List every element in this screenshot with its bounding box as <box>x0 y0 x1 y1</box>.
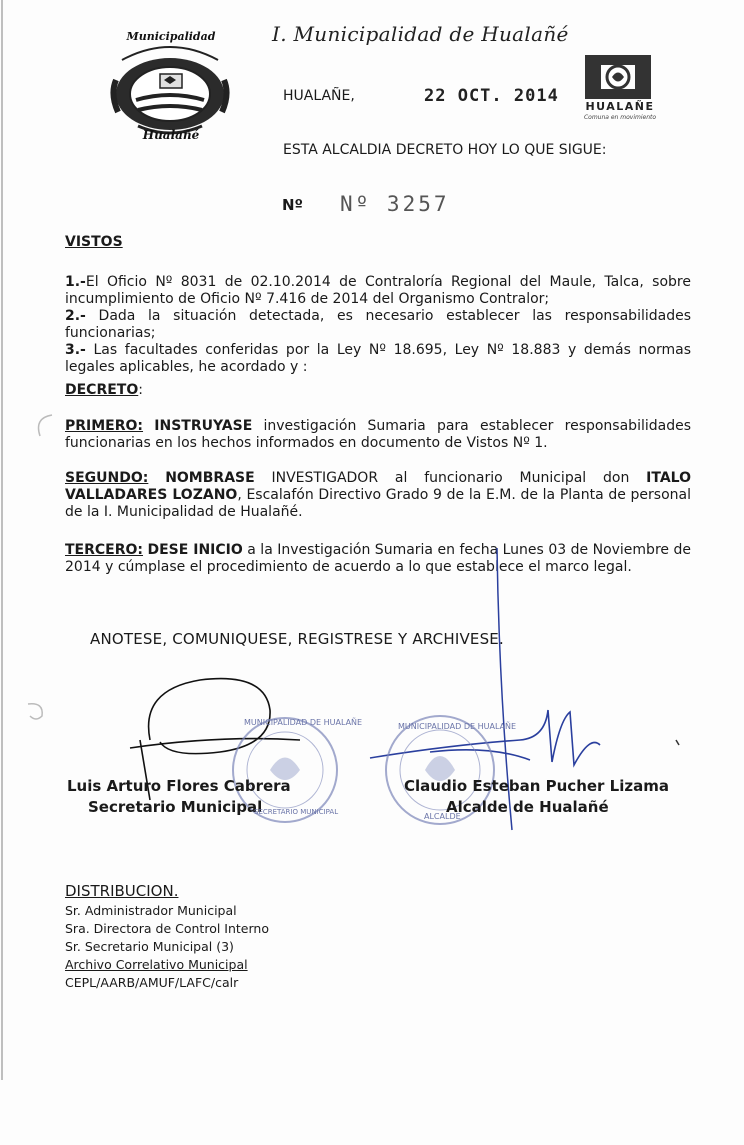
distribution-block <box>65 880 269 992</box>
tercero-text: a la Investigación Sumaria en fecha Lunes 03 de Noviembre de 2014 y cúmplase el procedimiento de acuerdo a lo que establece el marco legal. <box>65 542 691 575</box>
left-stamp-top-text: MUNICIPALIDAD DE HUALAÑE <box>244 718 363 727</box>
left-signatory-role: Secretario Municipal <box>88 798 263 816</box>
distribution-item: Archivo Correlativo Municipal <box>65 957 248 972</box>
distribution-title: DISTRIBUCION. <box>65 882 179 900</box>
left-signatory-name: Luis Arturo Flores Cabrera <box>67 777 291 795</box>
right-stamp-bottom-text: ALCALDE <box>424 812 461 821</box>
segundo-label: SEGUNDO: <box>65 470 149 486</box>
municipality-title: I. Municipalidad de Hualañé <box>272 22 569 46</box>
brand-slogan: Comuna en movimiento <box>583 114 657 121</box>
vistos-item-1-text: El Oficio Nº 8031 de 02.10.2014 de Contraloría Regional del Maule, Talca, sobre incumplimiento de Oficio Nº 7.416 de 2014 del Organismo Contralor; <box>65 274 691 307</box>
margin-punch-mark-icon <box>24 698 50 724</box>
segundo-name: ITALO VALLADARES LOZANO <box>65 470 692 503</box>
primero-label: PRIMERO: <box>65 418 144 434</box>
decree-number-stamp: Nº 3257 <box>340 192 450 216</box>
right-signatory-name: Claudio Esteban Pucher Lizama <box>404 777 669 795</box>
distribution-item: Sr. Secretario Municipal (3) <box>65 939 234 954</box>
segundo-action: NOMBRASE <box>165 470 255 486</box>
right-signatory-role: Alcalde de Hualañé <box>446 798 609 816</box>
vistos-item-2-text: Dada la situación detectada, es necesario establecer las responsabilidades funcionarias; <box>65 308 691 341</box>
margin-punch-mark-icon <box>30 412 56 438</box>
vistos-item-1-num: 1.- <box>65 274 86 290</box>
vistos-item-3-text: Las facultades conferidas por la Ley Nº 18.695, Ley Nº 18.883 y demás normas legales aplicables, he acordado y : <box>65 342 691 375</box>
date-stamp: 22 OCT. 2014 <box>424 86 559 106</box>
vistos-heading-text: VISTOS <box>65 234 123 250</box>
brand-name: HUALAÑE <box>585 100 655 113</box>
place-label: HUALAÑE, <box>283 88 355 104</box>
tercero-action: DESE INICIO <box>147 542 243 558</box>
decreto-heading-text: DECRETO <box>65 382 139 398</box>
distribution-item: CEPL/AARB/AMUF/LAFC/calr <box>65 975 239 990</box>
seal-bottom-text: Hualañé <box>142 128 200 142</box>
distribution-item: Sr. Administrador Municipal <box>65 903 237 918</box>
vistos-item-2-num: 2.- <box>65 308 86 324</box>
primero-text: investigación Sumaria para establecer responsabilidades funcionarias en los hechos informados en documento de Vistos Nº 1. <box>65 418 691 451</box>
intro-line: ESTA ALCALDIA DECRETO HOY LO QUE SIGUE: <box>283 142 607 158</box>
vistos-item-3-num: 3.- <box>65 342 86 358</box>
primero-action: INSTRUYASE <box>154 418 253 434</box>
segundo-text-a: INVESTIGADOR al funcionario Municipal don <box>254 470 647 486</box>
decreto-heading-colon: : <box>138 382 143 398</box>
segundo-text-b: , Escalafón Directivo Grado 9 de la E.M. de la Planta de personal de la I. Municipalidad de Hualañé. <box>65 487 691 520</box>
distribution-item: Sra. Directora de Control Interno <box>65 921 269 936</box>
closing-line: ANOTESE, COMUNIQUESE, REGISTRESE Y ARCHIVESE. <box>90 630 504 648</box>
right-stamp-top-text: MUNICIPALIDAD DE HUALAÑE <box>398 722 517 731</box>
left-stamp-bottom-text: SECRETARIO MUNICIPAL <box>254 808 339 816</box>
tercero-label: TERCERO: <box>65 542 144 558</box>
decree-number-label: Nº <box>282 196 304 214</box>
seal-top-text: Municipalidad <box>126 30 216 43</box>
